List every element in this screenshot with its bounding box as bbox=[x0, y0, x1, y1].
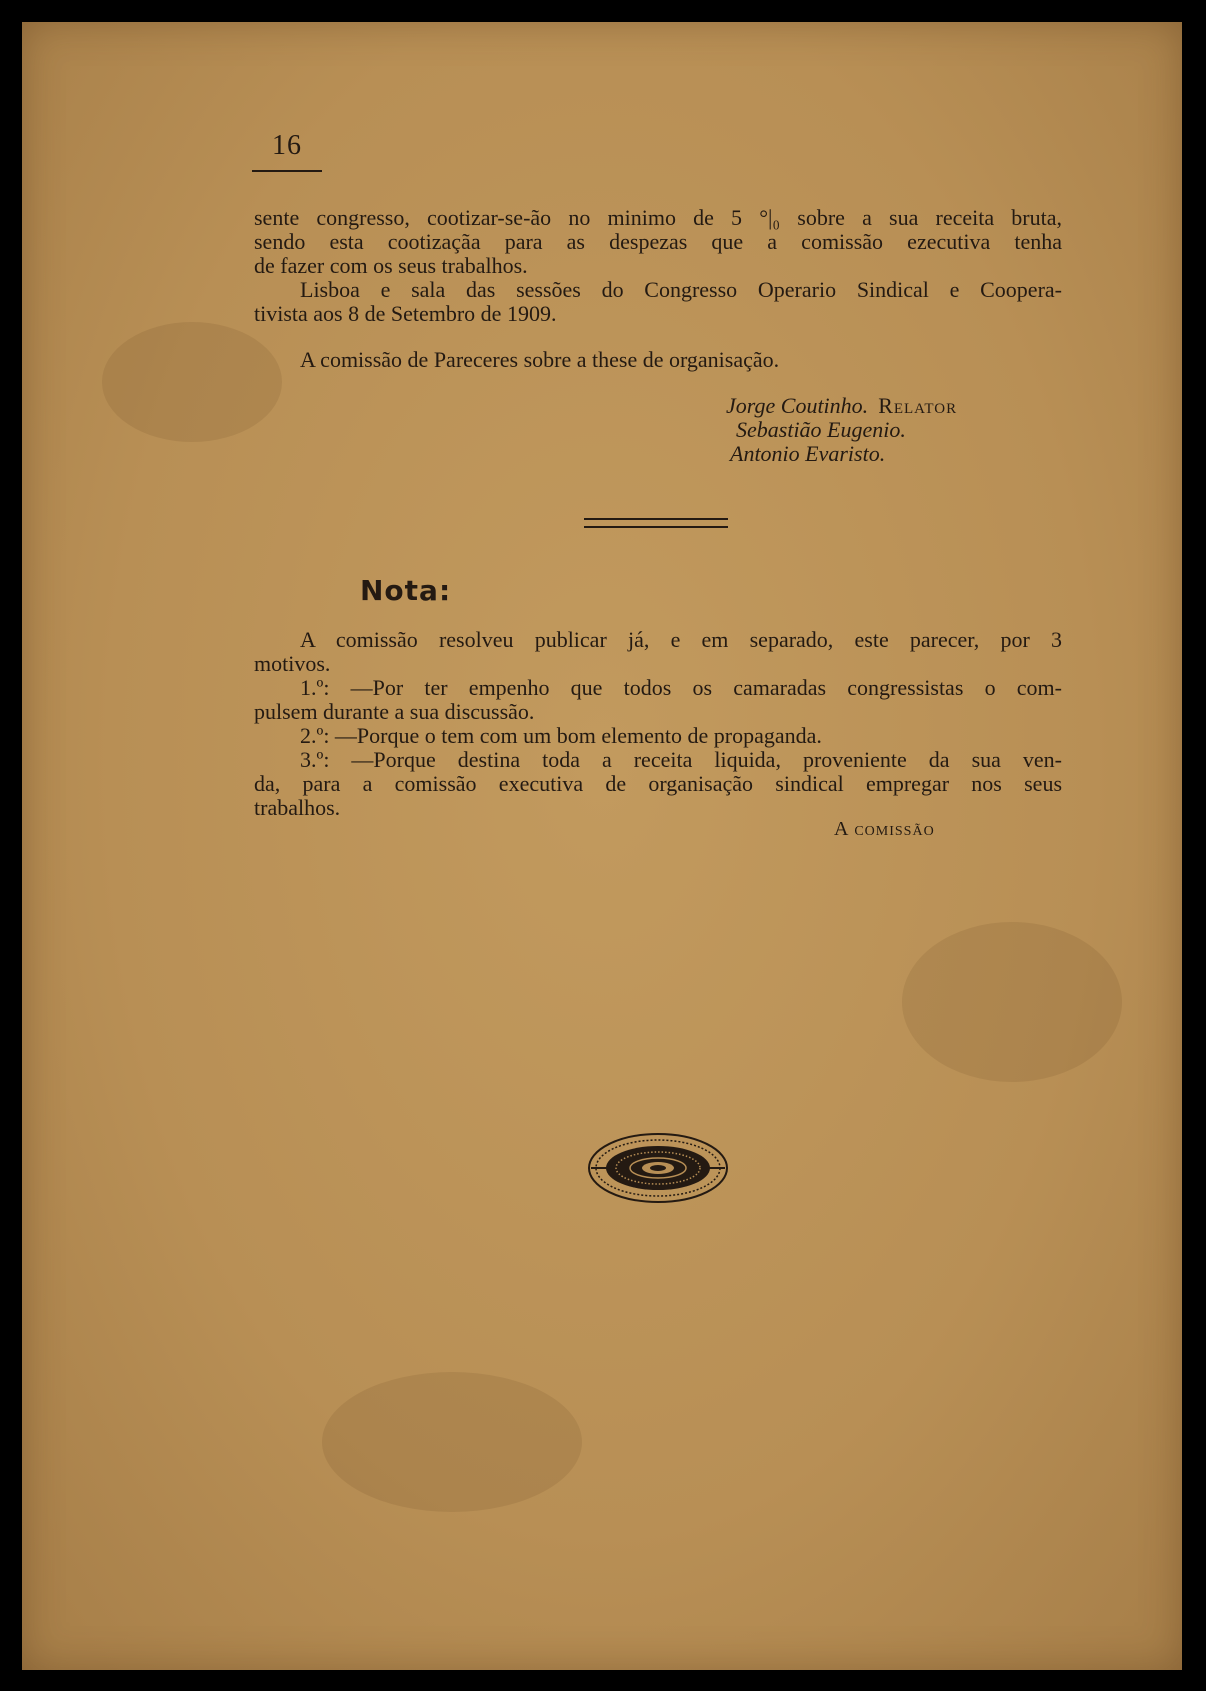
relator-label: Relator bbox=[878, 393, 958, 418]
commission-line: A comissão de Pareceres sobre a these de organisação. bbox=[300, 347, 780, 372]
signature-name: Jorge Coutinho. bbox=[726, 393, 869, 418]
body-line: sente congresso, cootizar-se-ão no minimo de 5 °|₀ sobre a sua receita bruta, bbox=[254, 205, 1062, 230]
document-page bbox=[22, 22, 1182, 1670]
nota-signature: A comissão bbox=[834, 818, 935, 840]
nota-line: 1.º: —Por ter empenho que todos os camaradas congressistas o com- bbox=[300, 675, 1062, 700]
nota-line: 2.º: —Porque o tem com um bom elemento de propaganda. bbox=[300, 723, 822, 748]
signature-name: Antonio Evaristo. bbox=[730, 441, 886, 466]
signature-block bbox=[712, 394, 957, 466]
page-number-underline bbox=[252, 170, 322, 172]
nota-paragraph bbox=[254, 628, 1062, 820]
nota-line: da, para a comissão executiva de organisação sindical empregar nos seus bbox=[254, 771, 1062, 796]
paper-stain bbox=[902, 922, 1122, 1082]
nota-line: trabalhos. bbox=[254, 795, 341, 820]
section-divider bbox=[584, 518, 728, 528]
place-date-line: tivista aos 8 de Setembro de 1909. bbox=[254, 301, 557, 326]
signature-name: Sebastião Eugenio. bbox=[736, 417, 906, 442]
ornament-icon bbox=[587, 1132, 729, 1204]
nota-heading: Nota: bbox=[360, 574, 452, 607]
nota-line: pulsem durante a sua discussão. bbox=[254, 699, 535, 724]
body-paragraph bbox=[254, 206, 1062, 326]
nota-line: motivos. bbox=[254, 651, 331, 676]
nota-line: 3.º: —Porque destina toda a receita liquida, proveniente da sua ven- bbox=[300, 747, 1062, 772]
place-date-line: Lisboa e sala das sessões do Congresso Operario Sindical e Coopera- bbox=[300, 277, 1062, 302]
paper-stain bbox=[102, 322, 282, 442]
body-line: de fazer com os seus trabalhos. bbox=[254, 253, 528, 278]
commission-paragraph bbox=[254, 348, 1062, 372]
paper-stain bbox=[322, 1372, 582, 1512]
nota-line: A comissão resolveu publicar já, e em separado, este parecer, por 3 bbox=[300, 627, 1062, 652]
page-number: 16 bbox=[272, 130, 302, 161]
signature-line bbox=[712, 394, 957, 418]
body-line: sendo esta cootizaçãa para as despezas que a comissão ezecutiva tenha bbox=[254, 229, 1062, 254]
